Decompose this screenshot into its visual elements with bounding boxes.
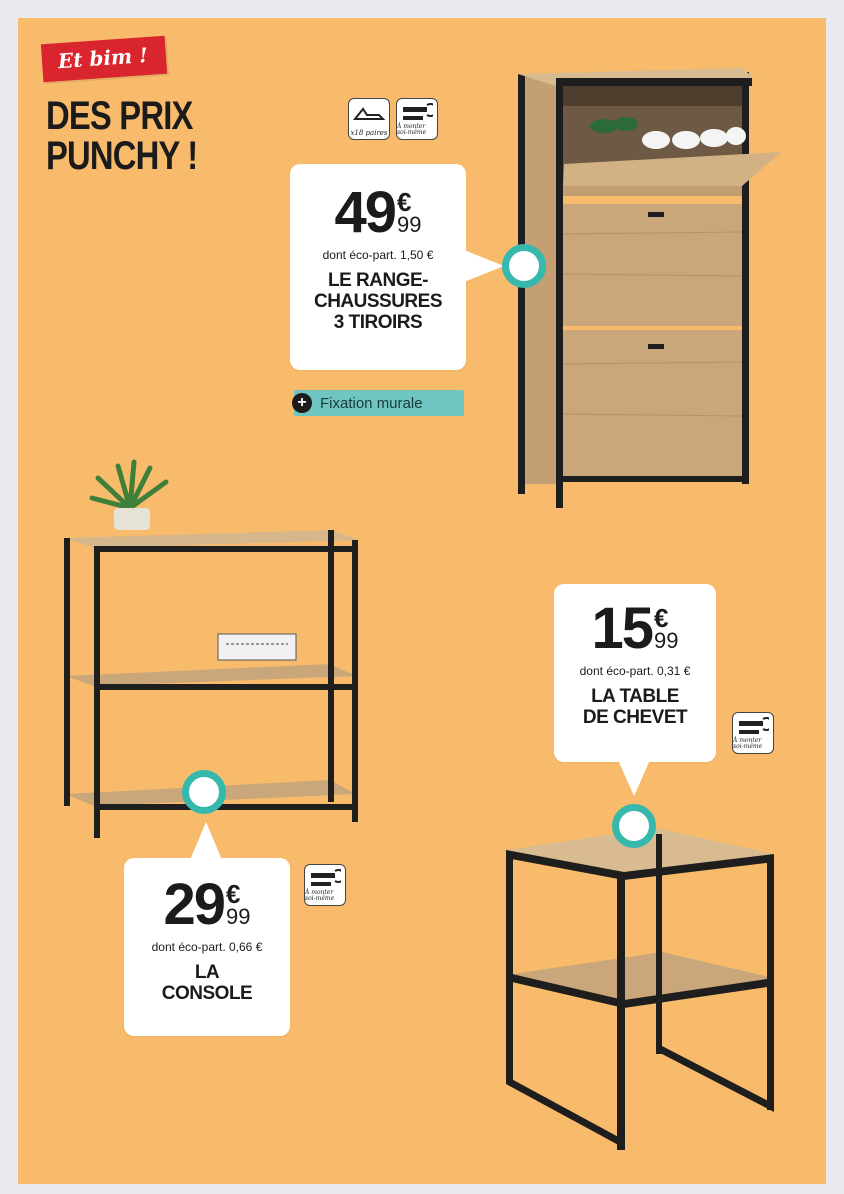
nightstand-name	[554, 686, 716, 728]
shoe-cabinet-assembly-badge	[396, 98, 438, 140]
shoe-cabinet-image	[516, 64, 796, 524]
nightstand-price-cents: 99	[654, 628, 679, 653]
nightstand-hotspot-icon	[612, 804, 656, 848]
shoe-cabinet-hotspot-icon	[502, 244, 546, 288]
console-assembly-badge	[304, 864, 346, 906]
plant-icon	[92, 462, 166, 530]
shoe-cabinet-name-line3: 3 TIROIRS	[333, 312, 423, 333]
nightstand-price	[554, 596, 716, 661]
shoe-cabinet-name-line1: LE RANGE-	[328, 270, 428, 291]
console-price-cents: 99	[226, 904, 251, 929]
console-name-line1: LA	[194, 962, 220, 983]
console-eco-part: dont éco-part. 0,66 €	[151, 940, 263, 954]
headline-line2: PUNCHY !	[46, 134, 198, 178]
console-price	[124, 872, 290, 937]
shoe-cabinet-price-card	[290, 164, 466, 370]
console-name	[124, 962, 290, 1004]
shoe-capacity-badge	[348, 98, 390, 140]
console-currency: €	[226, 879, 241, 909]
shoe-cabinet-currency: €	[397, 187, 412, 217]
shoe-cabinet-name	[290, 270, 466, 333]
console-price-int: 29	[163, 872, 225, 937]
shoe-cabinet-price-cents: 99	[397, 212, 422, 237]
console-hotspot-icon	[182, 770, 226, 814]
console-pointer	[190, 822, 222, 860]
console-assembly-text: À monter soi-même	[305, 889, 335, 902]
nightstand-eco-part: dont éco-part. 0,31 €	[579, 664, 691, 678]
nightstand-assembly-badge	[732, 712, 774, 754]
nightstand-price-int: 15	[591, 596, 653, 661]
nightstand-currency: €	[654, 603, 669, 633]
flyer-page	[18, 18, 826, 1184]
shoe-cabinet-pointer	[464, 250, 504, 282]
console-price-card	[124, 858, 290, 1036]
shoe-cabinet-assembly-text: À monter soi-même	[397, 123, 427, 136]
plus-icon: +	[292, 393, 312, 413]
nightstand-image	[502, 814, 782, 1154]
headline	[46, 96, 197, 176]
feature-text: Fixation murale	[320, 394, 423, 412]
shoe-icon	[353, 103, 385, 125]
shoe-cabinet-eco-part: dont éco-part. 1,50 €	[322, 248, 434, 262]
tools-icon	[401, 103, 433, 125]
shoe-cabinet-price	[290, 180, 466, 245]
console-name-line2: CONSOLE	[161, 983, 253, 1004]
nightstand-price-card	[554, 584, 716, 762]
promo-tag	[41, 36, 167, 83]
tools-icon	[737, 717, 769, 739]
nightstand-pointer	[618, 760, 650, 796]
nightstand-name-line1: LA TABLE	[591, 686, 679, 707]
promo-tag-text: Et bim !	[57, 42, 149, 74]
tools-icon	[309, 869, 341, 891]
shoe-cabinet-price-int: 49	[334, 180, 396, 245]
feature-pill	[294, 390, 464, 416]
nightstand-assembly-text: À monter soi-même	[733, 737, 763, 750]
nightstand-name-line2: DE CHEVET	[582, 707, 688, 728]
shoe-icon	[590, 119, 618, 133]
shoe-capacity-text: x18 paires	[350, 129, 388, 137]
shoe-cabinet-name-line2: CHAUSSURES	[313, 291, 443, 312]
headline-line1: DES PRIX	[46, 94, 193, 138]
